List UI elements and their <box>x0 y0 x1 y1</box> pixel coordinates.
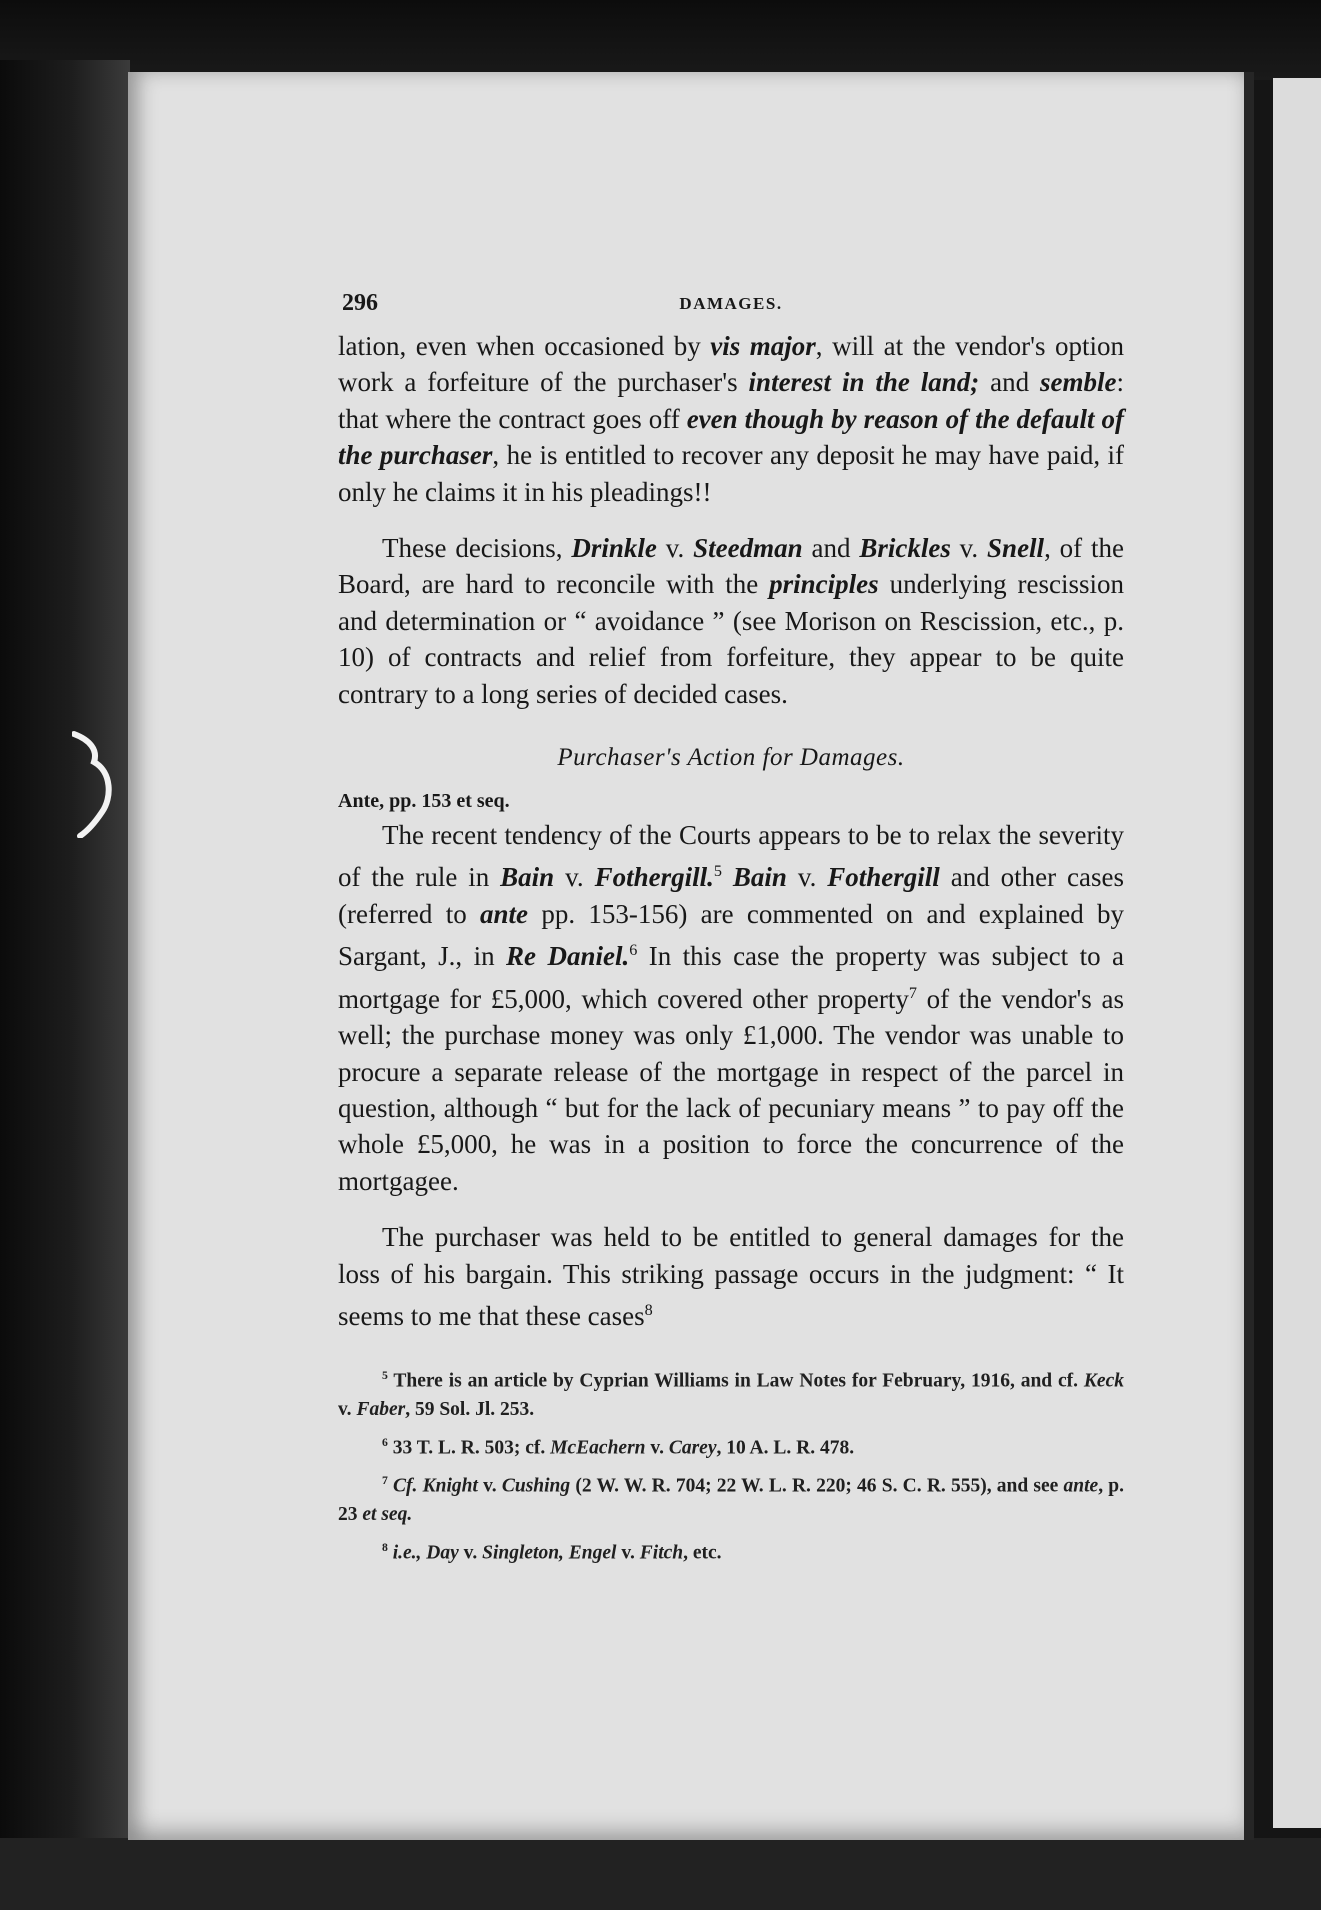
text-run: lation, even when occasioned by <box>338 331 711 361</box>
text-run: In this case the property was subject to a mortgage for £5,000, which covered other property <box>338 941 1124 1014</box>
footnote-7 <box>338 1467 1124 1529</box>
text-run: The purchaser was held to be entitled to general damages for the loss of his bargain. This striking passage occurs in the judgment: “ It seems to me that these cases <box>338 1222 1124 1331</box>
text-run: , p. 23 <box>338 1475 1124 1525</box>
text-run: and <box>802 533 860 564</box>
text-run: Fothergill <box>827 862 940 893</box>
footnote-marker: 7 <box>382 1474 388 1488</box>
section-heading: Purchaser's Action for Damages. <box>557 744 905 772</box>
scan-bottom-band <box>0 1838 1321 1910</box>
text-run: ante <box>480 898 529 929</box>
text-run: and other cases (referred to <box>338 862 1125 929</box>
text-run: These decisions, <box>382 533 572 564</box>
footnote-marker: 6 <box>629 941 638 960</box>
text-run: Brickles <box>859 533 951 564</box>
text-run: Faber <box>356 1398 406 1420</box>
text-run: Fothergill. <box>594 862 714 893</box>
text-run: Fitch <box>639 1542 684 1564</box>
text-run: vis major <box>710 331 816 361</box>
text-run: v. <box>656 533 694 564</box>
page-number: 296 <box>342 290 378 316</box>
text-run: , of the Board, are hard to reconcile with the <box>338 533 1124 600</box>
text-run: interest in the land; <box>748 367 980 398</box>
text-run: v. <box>338 1398 357 1420</box>
text-run: et seq. <box>362 1503 413 1525</box>
text-run: , 10 A. L. R. 478. <box>716 1437 855 1459</box>
text-run: principles <box>769 569 879 600</box>
text-run: v. <box>950 533 988 564</box>
paragraph-3 <box>338 817 1124 1199</box>
text-run: Carey <box>668 1437 717 1459</box>
footnote-marker: 7 <box>908 983 917 1002</box>
text-run: v. <box>616 1542 640 1564</box>
paragraph-4 <box>338 1219 1124 1334</box>
text-run: semble <box>1040 367 1117 398</box>
footnote-8 <box>338 1534 1124 1568</box>
text-run: even though by reason of the default of the purchaser <box>338 403 1124 471</box>
footnote-marker: 8 <box>644 1300 653 1319</box>
text-run: ante <box>1063 1475 1099 1497</box>
paragraph-2 <box>338 530 1124 712</box>
footnotes <box>338 1362 1124 1567</box>
text-run: and <box>979 367 1041 398</box>
footnote-marker: 5 <box>713 862 722 881</box>
text-run: v. <box>645 1437 669 1459</box>
scan-top-shadow <box>0 0 1321 80</box>
text-run: , he is entitled to recover any deposit he may have paid, if only he claims it in his pleadings!! <box>338 440 1124 507</box>
text-run: Steedman <box>693 533 803 564</box>
text-run: i.e., Day <box>392 1542 459 1564</box>
page-content <box>338 282 1124 1567</box>
side-note: Ante, pp. 153 et seq. <box>338 790 510 813</box>
text-run: Cushing <box>501 1475 571 1497</box>
text-run: Re Daniel. <box>506 941 630 972</box>
text-run: pp. 153-156) are commented on and explained by Sargant, J., in <box>338 898 1124 972</box>
text-run: v. <box>477 1475 502 1497</box>
text-run: McEachern <box>550 1437 646 1459</box>
text-run: v. <box>786 862 828 893</box>
text-run: , will at the vendor's option work a forfeiture of the purchaser's <box>338 331 1124 398</box>
text-run: v. <box>458 1542 483 1564</box>
book-binding-edge <box>0 60 130 1850</box>
text-run: Snell <box>987 533 1045 564</box>
footnote-marker: 5 <box>382 1369 388 1383</box>
text-run: The recent tendency of the Courts appears to be to relax the severity of the rule in <box>338 820 1124 893</box>
text-run <box>722 862 733 892</box>
text-run: Singleton, Engel <box>482 1542 617 1564</box>
footnote-marker: 6 <box>382 1435 388 1449</box>
page-header <box>338 282 1124 326</box>
text-run: There is an article by Cyprian Williams in Law Notes for February, 1916, and cf. <box>387 1370 1084 1392</box>
text-run: : that where the contract goes off <box>338 367 1125 434</box>
footnote-6 <box>338 1429 1124 1463</box>
text-run: Bain <box>500 862 555 893</box>
page-curl-mark <box>72 728 132 838</box>
text-run: underlying rescission and determination or “ avoidance ” (see Morison on Rescission, etc., p. 10) of contracts and relief from forfeiture, they appear to be quite contrary to a long series of decided cases. <box>338 569 1124 709</box>
text-run: , 59 Sol. Jl. 253. <box>405 1398 535 1420</box>
running-title: DAMAGES. <box>679 294 783 313</box>
text-run: (2 W. W. R. 704; 22 W. L. R. 220; 46 S. C. R. 555), and see <box>570 1475 1064 1497</box>
facing-page-edge <box>1273 78 1321 1828</box>
footnote-5 <box>338 1362 1124 1424</box>
text-run: , etc. <box>683 1542 722 1564</box>
text-run: v. <box>554 862 595 893</box>
paragraph-1 <box>338 328 1124 510</box>
text-run: Bain <box>732 862 787 893</box>
text-run: Drinkle <box>571 533 657 564</box>
text-run: Cf. Knight <box>393 1475 478 1497</box>
footnote-marker: 8 <box>382 1540 388 1554</box>
text-run: of the vendor's as well; the purchase money was only £1,000. The vendor was unable to procure a separate release of the mortgage in respect of the parcel in question, although “ but for the lack of pecuniary means ” to pay off the whole £5,000, he was in a position to force the concurrence of the mortgagee. <box>338 983 1124 1196</box>
text-run: 33 T. L. R. 503; cf. <box>387 1437 551 1459</box>
text-run: Keck <box>1083 1370 1124 1392</box>
